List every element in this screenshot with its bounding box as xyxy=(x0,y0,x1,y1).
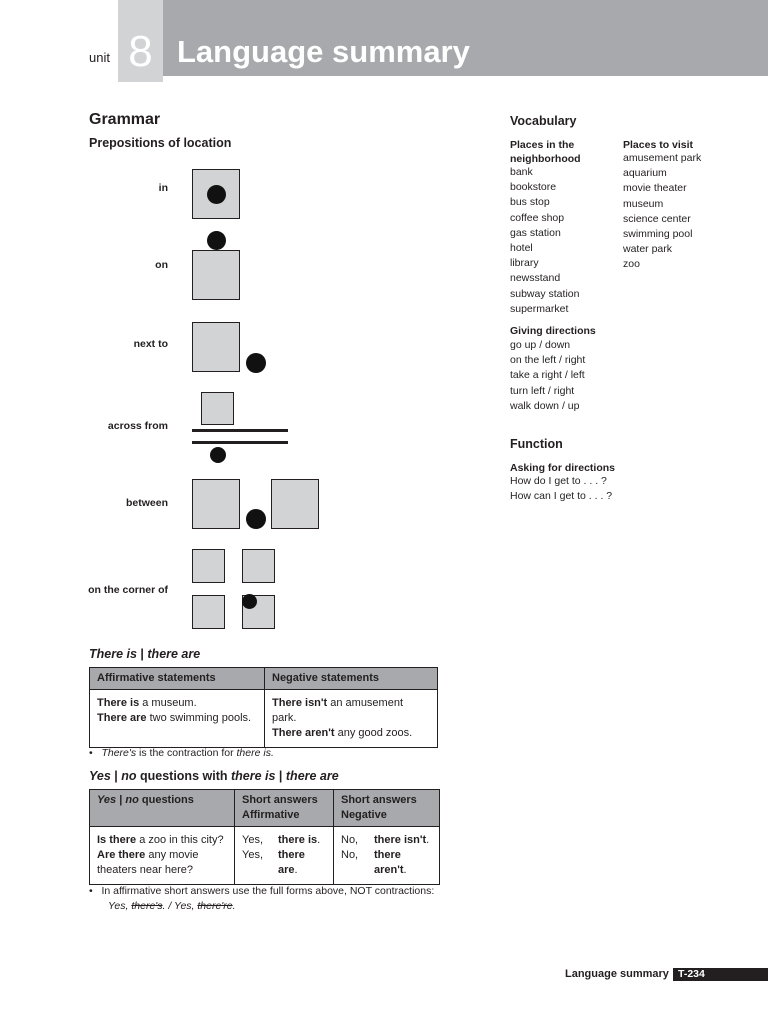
list-item: coffee shop xyxy=(510,211,565,224)
grammar-heading: Grammar xyxy=(89,111,161,128)
preposition-between-label: between xyxy=(125,497,168,509)
questions-cell: Is there a zoo in this city? Are there any movie theaters near here? xyxy=(90,827,235,885)
there-is-table xyxy=(89,667,438,748)
corner-dot xyxy=(242,594,257,609)
list-item: take a right / left xyxy=(510,369,585,382)
on-box xyxy=(192,250,240,300)
negative-cell: There isn't an amusement park. There aren't any good zoos. xyxy=(265,690,438,748)
giving-directions-heading: Giving directions xyxy=(510,325,596,337)
list-item: science center xyxy=(623,212,691,225)
unit-label: unit xyxy=(89,50,110,65)
across-from-line-bottom xyxy=(192,441,288,444)
page-title: Language summary xyxy=(177,34,470,69)
short-answers-negative-header: Short answers Negative xyxy=(334,790,440,827)
list-item: aquarium xyxy=(623,167,667,180)
short-answers-affirmative-header: Short answers Affirmative xyxy=(235,790,334,827)
between-dot xyxy=(246,509,266,529)
short-answer-note: • In affirmative short answers use the full forms above, NOT contractions: Yes, there's. / Yes, there're. xyxy=(89,885,435,912)
negative-header: Negative statements xyxy=(265,668,438,690)
affirmative-header: Affirmative statements xyxy=(90,668,265,690)
list-item: supermarket xyxy=(510,302,569,315)
next-to-dot xyxy=(246,353,266,373)
list-item: subway station xyxy=(510,287,580,300)
list-item: How do I get to . . . ? xyxy=(510,475,607,487)
list-item: gas station xyxy=(510,226,561,239)
preposition-next-to-label: next to xyxy=(133,338,168,350)
list-item: library xyxy=(510,257,539,270)
page-number: T-234 xyxy=(678,968,705,980)
yes-no-questions-header: Yes | no questions xyxy=(90,790,235,827)
yes-no-heading: Yes | no questions with there is | there are xyxy=(89,769,339,783)
preposition-on-the-corner-of-label: on the corner of xyxy=(88,584,168,596)
negative-answers-cell: No, there isn't . No, there aren't. xyxy=(334,827,440,885)
there-is-heading: There is | there are xyxy=(89,647,201,661)
on-dot xyxy=(207,231,226,250)
places-neighborhood-heading: Places in the neighborhood xyxy=(510,139,581,165)
across-from-dot xyxy=(210,447,226,463)
across-from-line-top xyxy=(192,429,288,432)
across-from-box xyxy=(201,392,234,425)
preposition-across-from-label: across from xyxy=(107,420,168,432)
preposition-in-label: in xyxy=(158,182,168,194)
corner-box-bottom-left xyxy=(192,595,225,629)
between-box-left xyxy=(192,479,240,529)
list-item: go up / down xyxy=(510,339,571,351)
list-item: newsstand xyxy=(510,272,561,285)
list-item: zoo xyxy=(623,258,640,271)
places-neighborhood-list xyxy=(510,165,579,317)
list-item: turn left / right xyxy=(510,384,575,397)
prepositions-heading: Prepositions of location xyxy=(89,136,232,150)
list-item: on the left / right xyxy=(510,354,586,367)
between-box-right xyxy=(271,479,319,529)
list-item: amusement park xyxy=(623,152,702,164)
next-to-box xyxy=(192,322,240,372)
list-item: museum xyxy=(623,197,664,210)
list-item: movie theater xyxy=(623,182,687,195)
affirmative-answers-cell: Yes, there is . Yes, there are. xyxy=(235,827,334,885)
footer-label: Language summary xyxy=(565,968,669,980)
list-item: swimming pool xyxy=(623,228,693,241)
asking-directions-list xyxy=(510,474,612,504)
list-item: walk down / up xyxy=(510,399,580,412)
asking-directions-heading: Asking for directions xyxy=(510,462,616,474)
places-visit-list xyxy=(623,151,701,273)
giving-directions-list xyxy=(510,338,585,414)
yes-no-table xyxy=(89,789,440,885)
corner-box-top-right xyxy=(242,549,275,583)
affirmative-cell: There is a museum. There are two swimming pools. xyxy=(90,690,265,748)
contraction-note: • There's is the contraction for there is. xyxy=(89,747,274,759)
in-dot xyxy=(207,185,226,204)
unit-number: 8 xyxy=(128,27,153,76)
list-item: bank xyxy=(510,166,533,178)
places-visit-heading: Places to visit xyxy=(623,139,694,151)
list-item: water park xyxy=(623,243,673,256)
list-item: How can I get to . . . ? xyxy=(510,490,613,503)
vocabulary-heading: Vocabulary xyxy=(510,114,577,128)
list-item: bookstore xyxy=(510,181,557,194)
preposition-on-label: on xyxy=(155,259,168,271)
corner-box-top-left xyxy=(192,549,225,583)
list-item: bus stop xyxy=(510,196,550,209)
list-item: hotel xyxy=(510,242,533,255)
function-heading: Function xyxy=(510,437,563,451)
